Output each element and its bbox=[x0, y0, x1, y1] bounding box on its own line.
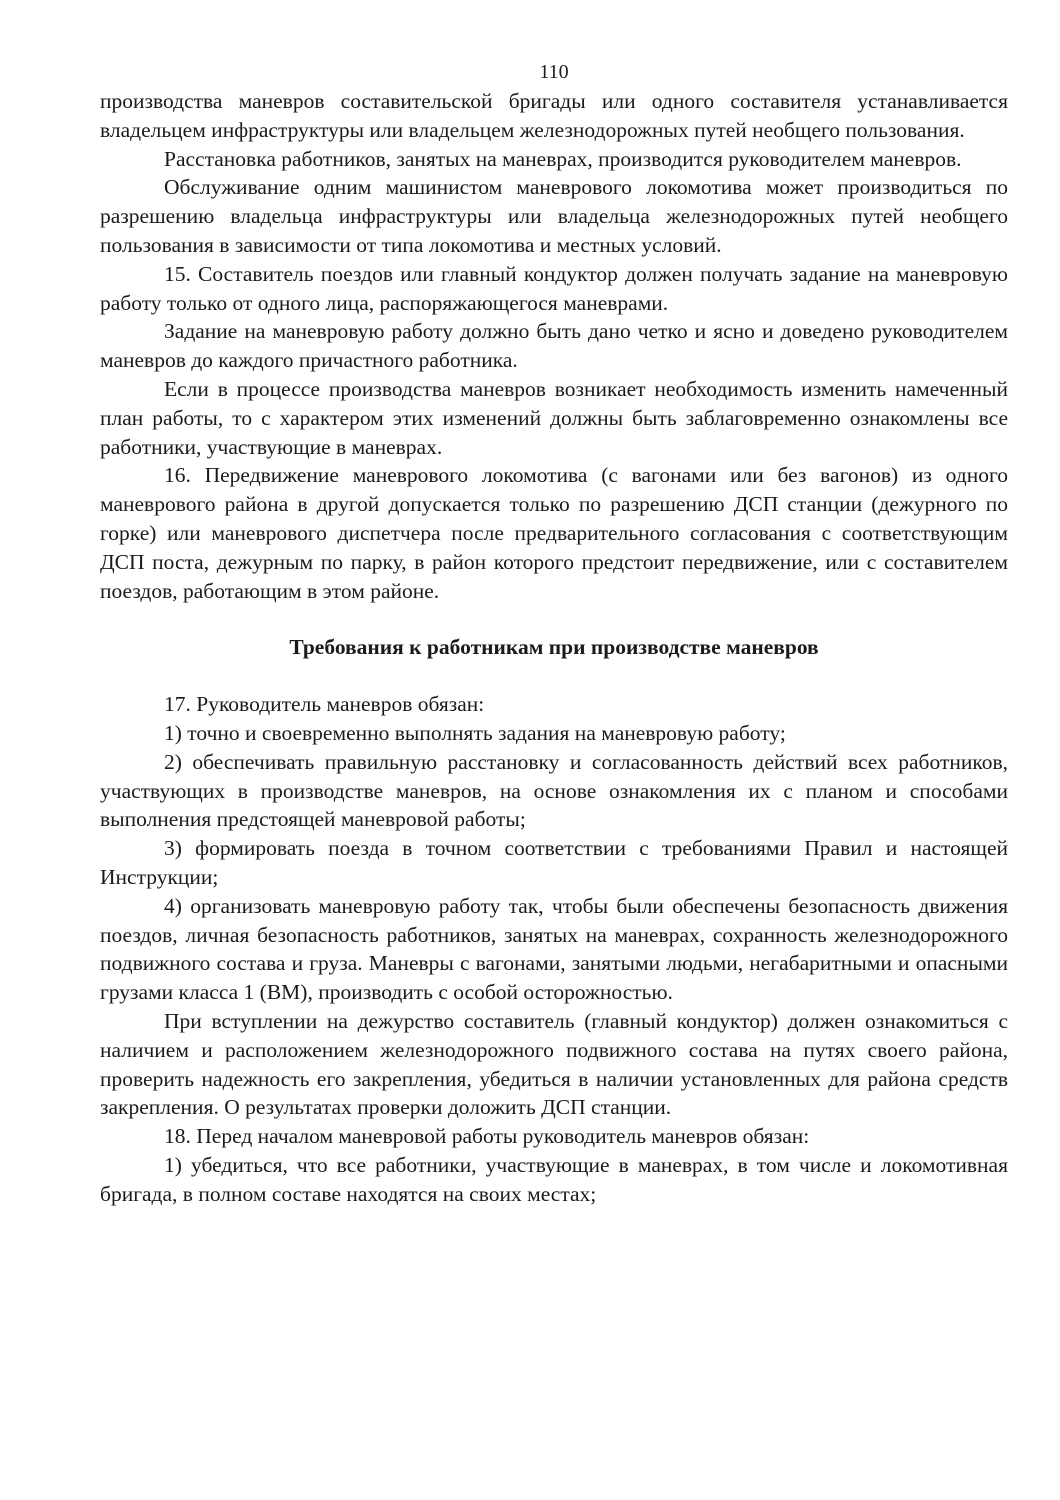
paragraph: 17. Руководитель маневров обязан: bbox=[164, 692, 485, 717]
paragraph: 18. Перед началом маневровой работы руководитель маневров обязан: bbox=[164, 1124, 810, 1149]
paragraph: производства маневров составительской бригады или одного составителя устанавливается владельцем инфраструктуры или владельцем железнодорожных путей необщего пользования. bbox=[100, 89, 1008, 142]
section-heading: Требования к работникам при производстве маневров bbox=[289, 635, 819, 660]
paragraph: Если в процессе производства маневров возникает необходимость изменить намеченный план работы, то с характером этих изменений должны быть заблаговременно ознакомлены все работники, участвующие в маневрах. bbox=[100, 376, 1008, 459]
paragraph: Расстановка работников, занятых на маневрах, производится руководителем маневров. bbox=[164, 146, 962, 171]
paragraph: 15. Составитель поездов или главный кондуктор должен получать задание на маневровую работу только от одного лица, распоряжающегося маневрами. bbox=[100, 261, 1008, 315]
paragraph: 3) формировать поезда в точном соответствии с требованиями Правил и настоящей Инструкции; bbox=[100, 836, 1008, 889]
body-text-bottom bbox=[100, 690, 1008, 1208]
paragraph: При вступлении на дежурство составитель (главный кондуктор) должен ознакомиться с наличием и расположением железнодорожного подвижного состава на путях своего района, проверить надежность его закрепления, убедиться в наличии установленных для района средств закрепления. О результатах проверки доложить ДСП станции. bbox=[100, 1008, 1008, 1120]
paragraph: 16. Передвижение маневрового локомотива (с вагонами или без вагонов) из одного маневрового района в другой допускается только по разрешению ДСП станции (дежурного по горке) или маневрового диспетчера после предварительного согласования с соответствующим ДСП поста, дежурным по парку, в район которого предстоит передвижение, или с составителем поездов, работающим в этом районе. bbox=[100, 463, 1008, 603]
paragraph: Задание на маневровую работу должно быть дано четко и ясно и доведено руководителем маневров до каждого причастного работника. bbox=[100, 319, 1008, 373]
paragraph: 4) организовать маневровую работу так, чтобы были обеспечены безопасность движения поездов, личная безопасность работников, занятых на маневрах, сохранность железнодорожного подвижного состава и груза. Маневры с вагонами, занятыми людьми, негабаритными и опасными грузами класса 1 (ВМ), производить с особой осторожностью. bbox=[100, 893, 1008, 1005]
paragraph: Обслуживание одним машинистом маневрового локомотива может производиться по разрешению владельца инфраструктуры или владельца железнодорожных путей необщего пользования в зависимости от типа локомотива и местных условий. bbox=[100, 175, 1008, 257]
paragraph: 1) убедиться, что все работники, участвующие в маневрах, в том числе и локомотивная бригада, в полном составе находятся на своих местах; bbox=[100, 1152, 1008, 1206]
document-page bbox=[100, 58, 1008, 1208]
body-text-top bbox=[100, 87, 1008, 605]
paragraph: 2) обеспечивать правильную расстановку и согласованность действий всех работников, участвующих в производстве маневров, на основе ознакомления их с планом и способами выполнения предстоящей маневровой работы; bbox=[100, 749, 1008, 832]
page-number: 110 bbox=[539, 61, 569, 83]
paragraph: 1) точно и своевременно выполнять задания на маневровую работу; bbox=[164, 720, 786, 745]
